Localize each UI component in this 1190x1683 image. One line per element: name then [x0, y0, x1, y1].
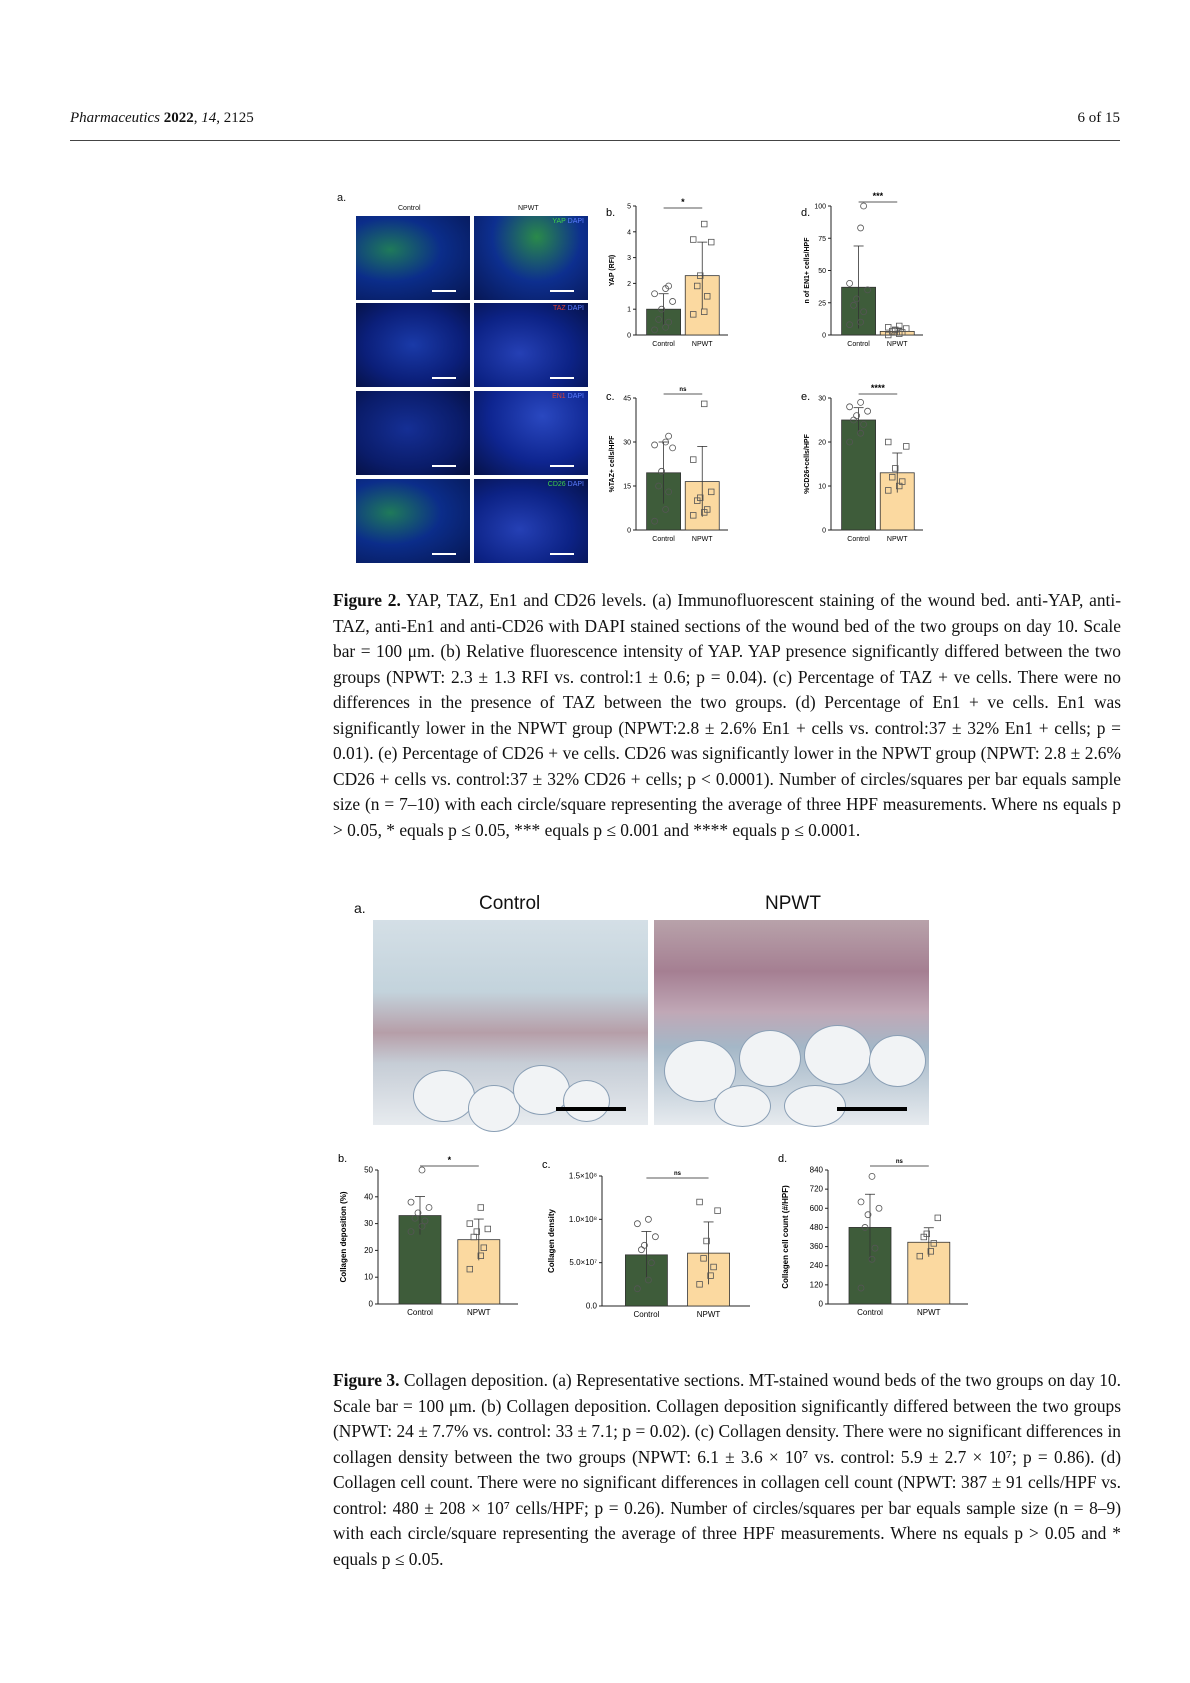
scale-bar: [432, 290, 456, 292]
micrograph-taz-control: [356, 303, 470, 387]
comma-2: ,: [216, 110, 224, 126]
y-tick-label: 1.0×10⁸: [568, 1214, 597, 1224]
y-tick-label: 480: [809, 1222, 823, 1232]
data-point-circle: [419, 1167, 425, 1173]
x-tick-label: Control: [652, 536, 675, 543]
figure-2-caption: [333, 588, 1121, 843]
data-point-circle: [670, 445, 676, 451]
adipocyte: [804, 1025, 871, 1085]
scale-bar: [550, 553, 574, 555]
y-tick-label: 1.5×10⁸: [568, 1171, 597, 1181]
figure-2-text: (a) Immunofluorescent staining of the wound bed. anti-YAP, anti-TAZ, anti-En1 and anti-CD26 with DAPI stained sections of the wound bed of the two groups on day 10. Scale bar = 100 μm. (b) Relative fluorescence intensity of YAP. YAP presence significantly differed between the two groups (NPWT: 2.3 ± 1.3 RFI vs. control:1 ± 0.6; p = 0.04). (c) Percentage of TAZ + ve cells. There were no differences in the presence of TAZ between the two groups. (d) Percentage of En1 + ve cells. En1 was significantly lower in the NPWT group (NPWT:2.8 ± 2.6% En1 + cells vs. control:37 ± 32% En1 + cells; p = 0.01). (e) Percentage of CD26 + ve cells. CD26 was significantly lower in the NPWT group (NPWT: 2.8 ± 2.6% CD26 + cells vs. control:37 ± 32% CD26 + cells; p < 0.0001). Number of circles/squares per bar equals sample size (n = 7–10) with each circle/square representing the average of three HPF measurements. Where ns equals p > 0.05, * equals p ≤ 0.05, *** equals p ≤ 0.001 and **** equals p ≤ 0.0001.: [333, 590, 1122, 840]
significance-label: ns: [679, 387, 687, 393]
y-tick-label: 2: [627, 280, 631, 288]
y-tick-label: 360: [809, 1242, 823, 1252]
data-point-circle: [652, 291, 658, 297]
data-point-circle: [652, 442, 658, 448]
article-number: 2125: [223, 110, 254, 126]
y-tick-label: 240: [809, 1261, 823, 1271]
y-tick-label: 30: [623, 439, 631, 447]
y-tick-label: 0: [627, 527, 631, 535]
stain-dapi: DAPI: [567, 218, 584, 225]
x-tick-label: NPWT: [467, 1308, 491, 1317]
data-point-circle: [858, 225, 864, 231]
data-point-square: [903, 444, 909, 450]
histology-control: [373, 920, 648, 1125]
significance-label: ****: [870, 383, 885, 393]
y-tick-label: 40: [364, 1192, 373, 1202]
chart-fig2-b-yap: [598, 190, 783, 375]
data-point-square: [485, 1226, 491, 1232]
figure-2-title: YAP, TAZ, En1 and CD26 levels.: [406, 590, 647, 610]
scale-bar: [550, 465, 574, 467]
y-tick-label: 20: [818, 439, 826, 447]
figure-3-label: Figure 3.: [333, 1370, 400, 1390]
x-tick-label: NPWT: [691, 341, 713, 348]
y-tick-label: 1: [627, 306, 631, 314]
micrograph-en1-control: [356, 391, 470, 475]
fig3-col-label-control: Control: [479, 893, 541, 914]
journal-volume: 14: [201, 110, 217, 126]
scale-bar: [556, 1107, 626, 1111]
scale-bar: [432, 377, 456, 379]
y-tick-label: 840: [809, 1165, 823, 1175]
y-tick-label: 3: [627, 255, 631, 263]
data-point-circle: [847, 280, 853, 286]
panel-label: b.: [338, 1153, 348, 1165]
data-point-square: [690, 237, 696, 243]
y-axis-label: YAP (RFI): [609, 254, 616, 287]
fig2-panel-a-label: a.: [337, 192, 347, 204]
y-axis-label: Collagen density: [547, 1208, 556, 1274]
data-point-square: [701, 401, 707, 407]
y-tick-label: 720: [809, 1184, 823, 1194]
micrograph-yap-control: [356, 216, 470, 300]
histology-npwt: [654, 920, 929, 1125]
y-tick-label: 100: [814, 203, 826, 211]
significance-label: ***: [872, 191, 884, 201]
y-tick-label: 5: [627, 203, 631, 211]
figure-3-title: Collagen deposition.: [403, 1370, 548, 1390]
significance-label: *: [447, 1155, 452, 1165]
data-point-square: [478, 1205, 484, 1211]
x-tick-label: Control: [857, 1308, 883, 1317]
adipocyte: [784, 1085, 846, 1127]
micrograph-yap-npwt: [474, 216, 588, 300]
significance-label: ns: [895, 1159, 903, 1165]
data-point-circle: [670, 298, 676, 304]
header-rule: [70, 140, 1120, 141]
y-tick-label: 75: [818, 235, 826, 243]
stain-dapi: DAPI: [567, 481, 584, 488]
x-tick-label: Control: [847, 341, 870, 348]
panel-label: e.: [801, 391, 811, 403]
data-point-square: [697, 1199, 703, 1205]
micrograph-en1-npwt: [474, 391, 588, 475]
x-tick-label: NPWT: [886, 536, 908, 543]
y-tick-label: 120: [809, 1280, 823, 1290]
data-point-circle: [652, 1234, 658, 1240]
adipocyte: [714, 1085, 771, 1127]
page-header: [70, 110, 1120, 127]
chart-fig2-c-taz: [598, 387, 783, 570]
y-tick-label: 20: [364, 1245, 373, 1255]
stain-marker: EN1: [552, 393, 566, 400]
data-point-circle: [869, 1173, 875, 1179]
scale-bar: [550, 290, 574, 292]
x-tick-label: Control: [407, 1308, 433, 1317]
chart-fig3-b-deposition: [338, 1148, 543, 1348]
y-tick-label: 0: [822, 527, 826, 535]
data-point-circle: [426, 1205, 432, 1211]
y-tick-label: 4: [627, 229, 631, 237]
y-tick-label: 10: [818, 483, 826, 491]
x-tick-label: NPWT: [886, 341, 908, 348]
chart-fig3-c-density: [540, 1148, 765, 1348]
data-point-circle: [634, 1221, 640, 1227]
data-point-circle: [645, 1216, 651, 1222]
data-point-square: [471, 1234, 477, 1240]
y-axis-label: Collagen cell count (#/HPF): [781, 1185, 790, 1289]
y-tick-label: 25: [818, 300, 826, 308]
data-point-circle: [858, 1199, 864, 1205]
stain-dapi: DAPI: [567, 393, 584, 400]
panel-label: c.: [542, 1159, 551, 1171]
y-axis-label: n of EN1+ cells/HPF: [804, 237, 811, 304]
data-point-circle: [865, 408, 871, 414]
panel-label: c.: [606, 391, 615, 403]
y-axis-label: %CD26+cells/HPF: [804, 434, 811, 494]
stain-label-cd26: [548, 481, 584, 488]
adipocyte: [563, 1080, 610, 1122]
data-point-square: [715, 1208, 721, 1214]
comma-1: ,: [193, 110, 202, 126]
scale-bar: [550, 377, 574, 379]
x-tick-label: NPWT: [691, 536, 713, 543]
data-point-square: [708, 239, 714, 245]
journal-year: 2022: [163, 110, 194, 126]
y-axis-label: %TAZ+ cells/HPF: [609, 435, 616, 493]
data-point-circle: [861, 203, 867, 209]
data-point-circle: [638, 1247, 644, 1253]
data-point-circle: [847, 404, 853, 410]
bar-control: [842, 420, 876, 530]
y-tick-label: 600: [809, 1203, 823, 1213]
x-tick-label: NPWT: [917, 1308, 941, 1317]
adipocyte: [413, 1070, 475, 1122]
adipocyte: [869, 1035, 926, 1087]
x-tick-label: Control: [652, 341, 675, 348]
fig3-panel-a-label: a.: [354, 900, 366, 916]
scale-bar: [432, 465, 456, 467]
y-tick-label: 10: [364, 1272, 373, 1282]
stain-label-en1: [552, 393, 584, 400]
data-point-circle: [858, 399, 864, 405]
stain-dapi: DAPI: [567, 305, 584, 312]
scale-bar: [837, 1107, 907, 1111]
y-tick-label: 0: [627, 332, 631, 340]
fig3-col-label-npwt: NPWT: [765, 893, 821, 914]
significance-label: ns: [673, 1171, 681, 1177]
significance-label: *: [681, 197, 685, 207]
stain-label-yap: [552, 218, 584, 225]
y-tick-label: 5.0×10⁷: [569, 1258, 597, 1268]
figure-3-caption: [333, 1368, 1121, 1572]
stain-marker: TAZ: [553, 305, 566, 312]
figure-2-label: Figure 2.: [333, 590, 401, 610]
y-tick-label: 0: [822, 332, 826, 340]
fig2-col-label-npwt: NPWT: [518, 205, 539, 212]
scale-bar: [432, 553, 456, 555]
journal-name: Pharmaceutics: [70, 110, 160, 126]
chart-fig3-d-cellcount: [778, 1148, 983, 1348]
micrograph-cd26-npwt: [474, 479, 588, 563]
stain-label-taz: [553, 305, 584, 312]
data-point-circle: [666, 433, 672, 439]
data-point-square: [467, 1221, 473, 1227]
y-tick-label: 30: [818, 395, 826, 403]
y-tick-label: 50: [818, 268, 826, 275]
figure-3-text: (a) Representative sections. MT-stained wound beds of the two groups on day 10. Scale bar = 100 μm. (b) Collagen deposition. Collagen deposition significantly differed between the two groups (NPWT: 24 ± 7.7% vs. control: 33 ± 7.1; p = 0.02). (c) Collagen density. There were no significant differences in collagen density between the two groups (NPWT: 6.1 ± 3.6 × 10⁷ vs. control: 5.9 ± 2.7 × 10⁷; p = 0.86). (d) Collagen cell count. There were no significant differences in collagen cell count (NPWT: 387 ± 91 cells/HPF vs. control: 480 ± 208 × 10⁷ cells/HPF; p = 0.26). Number of circles/squares per bar equals sample size (n = 8–9) with each circle/square representing the average of three HPF measurements. Where ns equals p > 0.05 and * equals p ≤ 0.05.: [333, 1370, 1121, 1569]
chart-fig2-d-en1: [793, 190, 978, 375]
y-tick-label: 0: [818, 1299, 823, 1309]
data-point-circle: [876, 1205, 882, 1211]
x-tick-label: NPWT: [696, 1310, 721, 1319]
data-point-square: [885, 324, 891, 330]
chart-fig2-e-cd26: [793, 383, 978, 570]
y-tick-label: 30: [364, 1219, 373, 1229]
y-tick-label: 50: [364, 1165, 373, 1175]
stain-marker: CD26: [547, 481, 566, 488]
x-tick-label: Control: [633, 1310, 660, 1319]
micrograph-cd26-control: [356, 479, 470, 563]
data-point-square: [935, 1215, 941, 1221]
data-point-square: [885, 439, 891, 445]
y-tick-label: 0: [368, 1299, 373, 1309]
fig2-col-label-control: Control: [398, 205, 421, 212]
x-tick-label: Control: [847, 536, 870, 543]
data-point-square: [690, 457, 696, 463]
y-tick-label: 0.0: [585, 1301, 597, 1311]
page-number: 6 of 15: [1077, 110, 1120, 126]
panel-label: b.: [606, 207, 616, 219]
y-tick-label: 15: [623, 483, 631, 491]
micrograph-taz-npwt: [474, 303, 588, 387]
stain-marker: YAP: [552, 218, 566, 225]
y-tick-label: 45: [623, 395, 631, 403]
data-point-square: [701, 221, 707, 227]
data-point-circle: [408, 1199, 414, 1205]
y-axis-label: Collagen deposition (%): [339, 1191, 348, 1283]
panel-label: d.: [801, 207, 811, 219]
data-point-square: [903, 326, 909, 332]
panel-label: d.: [778, 1153, 788, 1165]
adipocyte: [739, 1030, 801, 1087]
